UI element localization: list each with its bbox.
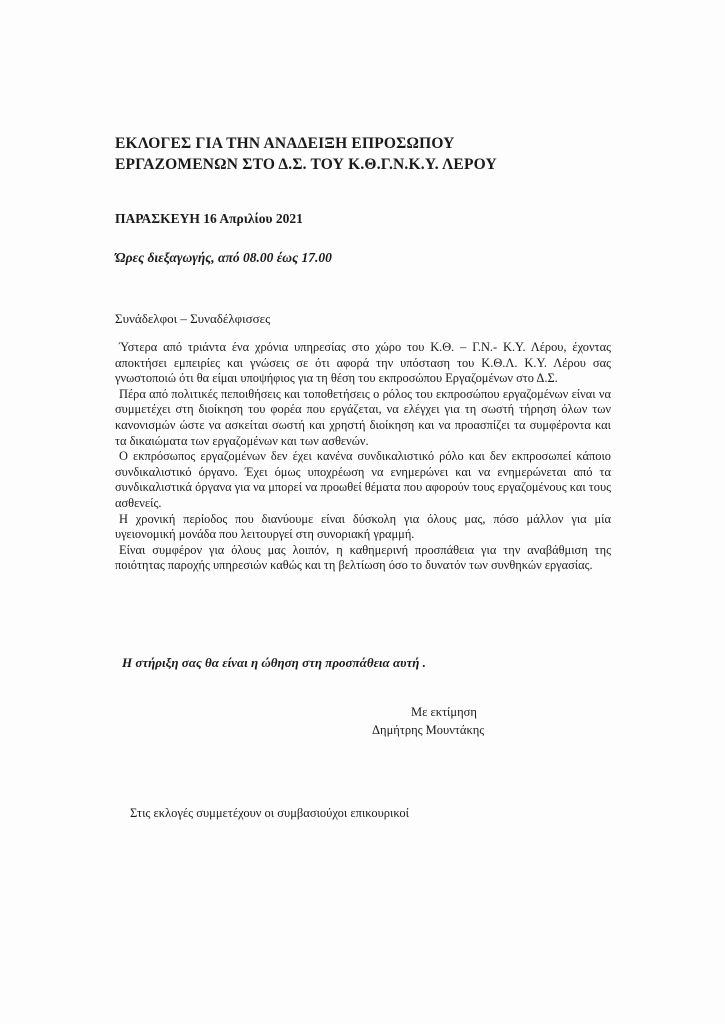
footer-note: Στις εκλογές συμμετέχουν οι συμβασιούχοι επικουρικοί: [130, 806, 410, 820]
greeting: Συνάδελφοι – Συναδέλφισσες: [115, 311, 271, 326]
letter-body: [115, 340, 611, 574]
signature-name: Δημήτρης Μουντάκης: [372, 723, 485, 737]
support-statement: Η στήριξη σας θα είναι η ώθηση στη προσπάθεια αυτή .: [122, 655, 426, 670]
election-date: ΠΑΡΑΣΚΕΥΗ 16 Απριλίου 2021: [115, 211, 303, 226]
paragraph-5: Είναι συμφέρον για όλους μας λοιπόν, η καθημερινή προσπάθεια για την αναβάθμιση της ποιότητας παροχής υπηρεσιών καθώς και τη βελτίωση όσο το δυνατόν των συνθηκών εργασίας.: [115, 542, 611, 573]
paragraph-4: Η χρονική περίοδος που διανύουμε είναι δύσκολη για όλους μας, πόσο μάλλον για μία υγειονομική μονάδα που λειτουργεί στη συνοριακή γραμμή.: [115, 511, 611, 542]
signoff: Με εκτίμηση: [411, 705, 477, 719]
paragraph-2: Πέρα από πολιτικές πεποιθήσεις και τοποθετήσεις ο ρόλος του εκπροσώπου εργαζομένων είναι να συμμετέχει στη διοίκηση του φορέα που εργάζεται, να ελέγχει για τη σωστή τήρηση όλων των κανονισμών ώστε να ασκείται σωστή και χρηστή διοίκηση και να προασπίζει τα συμφέροντα και τα δικαιώματα των εργαζομένων και των ασθενών.: [115, 386, 611, 448]
paragraph-3: Ο εκπρόσωπος εργαζομένων δεν έχει κανένα συνδικαλιστικό ρόλο και δεν εκπροσωπεί κάποιο συνδικαλιστικό όργανο. Έχει όμως υποχρέωση να ενημερώνει και να ενημερώνεται από τα συνδικαλιστικά όργανα για να μπορεί να προωθεί θέματα που αφορούν τους εργαζομένους και τους ασθενείς.: [115, 449, 611, 510]
document-title: [115, 133, 615, 175]
paragraph-1: Ύστερα από τριάντα ένα χρόνια υπηρεσίας στο χώρο του Κ.Θ. – Γ.Ν.- Κ.Υ. Λέρου, έχοντας αποκτήσει εμπειρίες και γνώσεις σε ότι αφορά την υπόσταση του Κ.Θ.Λ. Κ.Υ. Λέρου σας γνωστοποιώ ότι θα είμαι υποψήφιος για τη θέση του εκπροσώπου Εργαζομένων στο Δ.Σ.: [115, 340, 611, 386]
election-hours: Ώρες διεξαγωγής, από 08.00 έως 17.00: [115, 250, 332, 265]
title-line-2: ΕΡΓΑΖΟΜΕΝΩΝ ΣΤΟ Δ.Σ. ΤΟΥ Κ.Θ.Γ.Ν.Κ.Υ. ΛΕΡΟΥ: [115, 156, 497, 173]
title-line-1: ΕΚΛΟΓΕΣ ΓΙΑ ΤΗΝ ΑΝΑΔΕΙΞΗ ΕΠΡΟΣΩΠΟΥ: [115, 135, 455, 152]
